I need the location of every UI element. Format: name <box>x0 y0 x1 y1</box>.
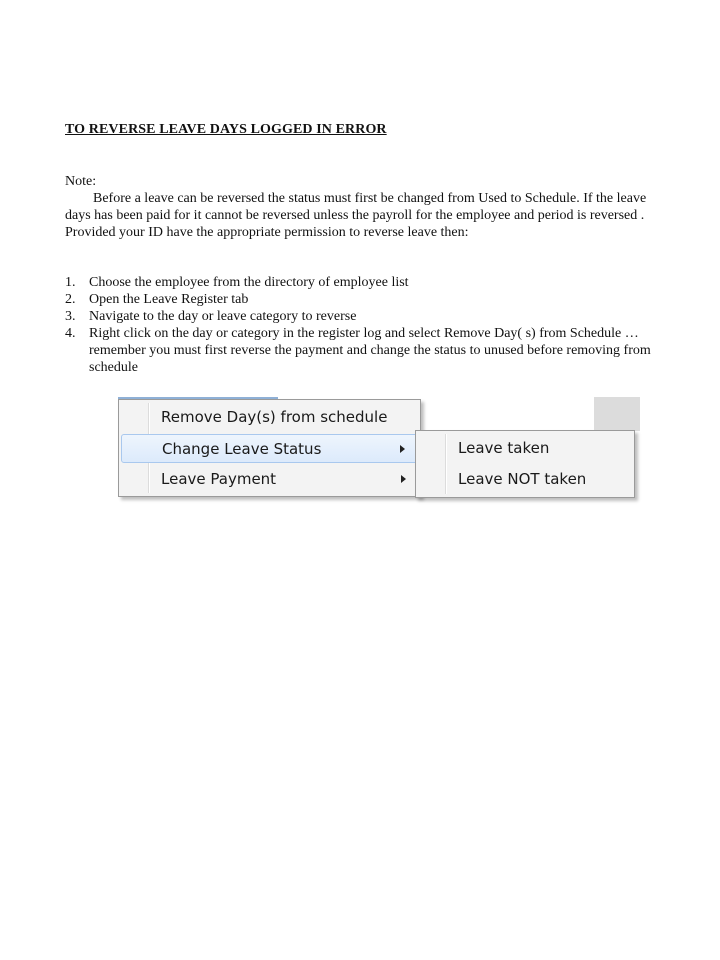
step-text: Open the Leave Register tab <box>89 292 249 307</box>
steps-list <box>65 274 665 376</box>
note-body: Before a leave can be reversed the status must first be changed from Used to Schedule. If the leave days has been paid for it cannot be reversed unless the payroll for the employee and period is reversed . Provided your ID have the appropriate permission to reverse leave then: <box>65 191 647 240</box>
submenu-item-leave-not-taken[interactable] <box>418 465 632 494</box>
list-item <box>65 325 665 376</box>
step-text: Right click on the day or category in the register log and select Remove Day( s) from Schedule … remember you must first reverse the payment and change the status to unused before removing from schedule <box>89 326 651 375</box>
context-menu <box>118 399 421 497</box>
menu-item-label: Remove Day(s) from schedule <box>161 408 388 426</box>
note-label: Note: <box>65 174 97 189</box>
list-item <box>65 274 665 291</box>
submenu-item-leave-taken[interactable] <box>418 434 632 463</box>
background-panel <box>594 397 640 431</box>
step-text: Navigate to the day or leave category to reverse <box>89 309 357 324</box>
submenu <box>415 430 635 498</box>
menu-item-label: Leave Payment <box>161 470 277 488</box>
submenu-arrow-icon <box>400 445 405 453</box>
submenu-item-label: Leave NOT taken <box>458 470 587 488</box>
submenu-item-label: Leave taken <box>458 439 550 457</box>
step-text: Choose the employee from the directory of employee list <box>89 275 409 290</box>
note-block <box>65 173 665 241</box>
menu-item-remove-days[interactable] <box>121 403 418 432</box>
submenu-arrow-icon <box>401 475 406 483</box>
list-item <box>65 308 665 325</box>
step-number: 4. <box>65 326 76 341</box>
step-number: 3. <box>65 309 76 324</box>
menu-item-change-leave-status[interactable] <box>121 434 418 463</box>
page-title: TO REVERSE LEAVE DAYS LOGGED IN ERROR <box>65 122 387 137</box>
list-item <box>65 291 665 308</box>
step-number: 2. <box>65 292 76 307</box>
context-menu-screenshot <box>118 397 642 503</box>
menu-item-label: Change Leave Status <box>162 440 322 458</box>
step-number: 1. <box>65 275 76 290</box>
menu-item-leave-payment[interactable] <box>121 465 418 494</box>
